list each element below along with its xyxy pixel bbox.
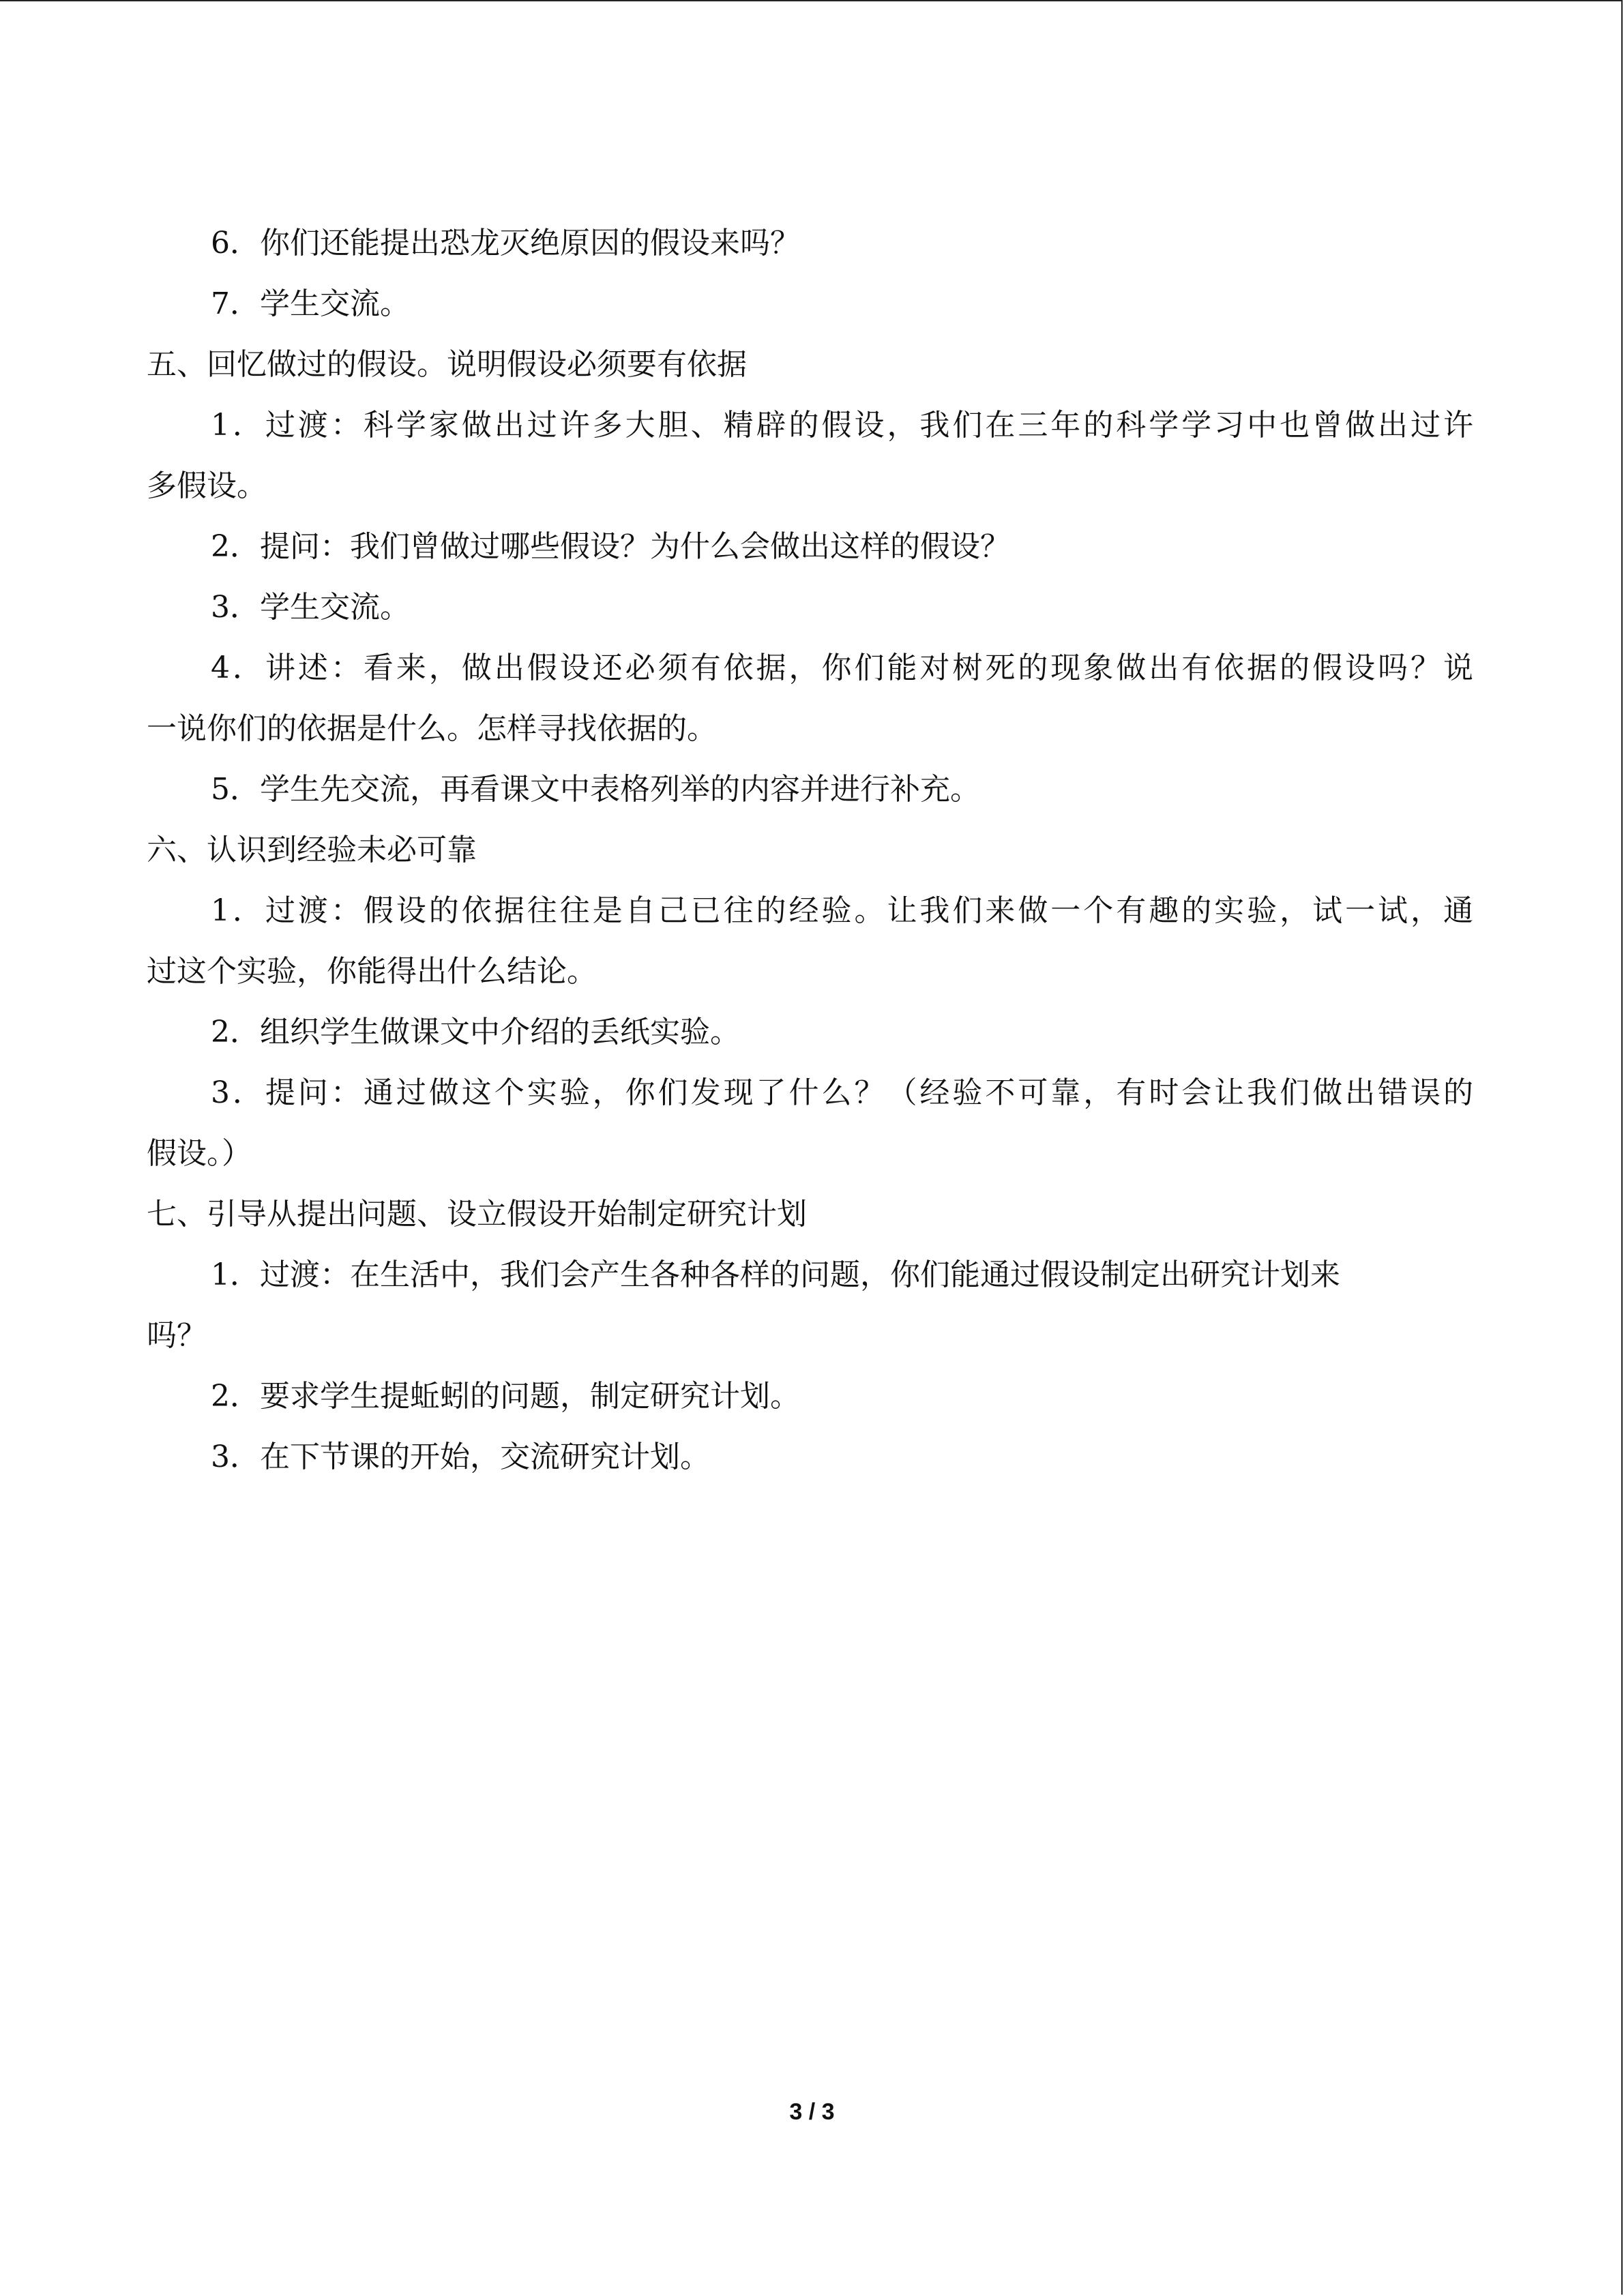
section-heading: 七、引导从提出问题、设立假设开始制定研究计划 [147,1197,807,1232]
paragraph-line: 5．学生先交流，再看课文中表格列举的内容并进行补充。 [211,772,980,807]
paragraph-line: 吗？ [147,1318,207,1353]
paragraph-line: 一说你们的依据是什么。怎样寻找依据的。 [147,711,717,746]
paragraph-line: 3．在下节课的开始，交流研究计划。 [211,1440,710,1474]
document-body [147,213,1473,1487]
paragraph-line: 多假设。 [147,468,267,503]
section-heading: 五、回忆做过的假设。说明假设必须要有依据 [147,347,747,382]
paragraph-line: 1．过渡：在生活中，我们会产生各种各样的问题，你们能通过假设制定出研究计划来 [211,1257,1340,1292]
paragraph-line: 6．你们还能提出恐龙灭绝原因的假设来吗？ [211,226,800,260]
paragraph-line: 假设。） [147,1136,252,1171]
paragraph-line: 4．讲述：看来，做出假设还必须有依据，你们能对树死的现象做出有依据的假设吗？说 [211,651,1473,685]
paragraph-line: 过这个实验，你能得出什么结论。 [147,954,597,989]
paragraph-line: 1．过渡：科学家做出过许多大胆、精辟的假设，我们在三年的科学学习中也曾做出过许 [211,408,1473,443]
paragraph-line: 3．提问：通过做这个实验，你们发现了什么？（经验不可靠，有时会让我们做出错误的 [211,1075,1473,1110]
paragraph-line: 1．过渡：假设的依据往往是自己已往的经验。让我们来做一个有趣的实验，试一试，通 [211,893,1473,928]
paragraph-line: 2．组织学生做课文中介绍的丢纸实验。 [211,1015,740,1049]
section-heading: 六、认识到经验未必可靠 [147,833,477,867]
paragraph-line: 3．学生交流。 [211,590,410,625]
paragraph-line: 2．提问：我们曾做过哪些假设？为什么会做出这样的假设？ [211,529,1010,564]
paragraph-line: 2．要求学生提蚯蚓的问题，制定研究计划。 [211,1379,800,1414]
page-number: 3 / 3 [789,2099,835,2125]
paragraph-line: 7．学生交流。 [211,286,410,321]
